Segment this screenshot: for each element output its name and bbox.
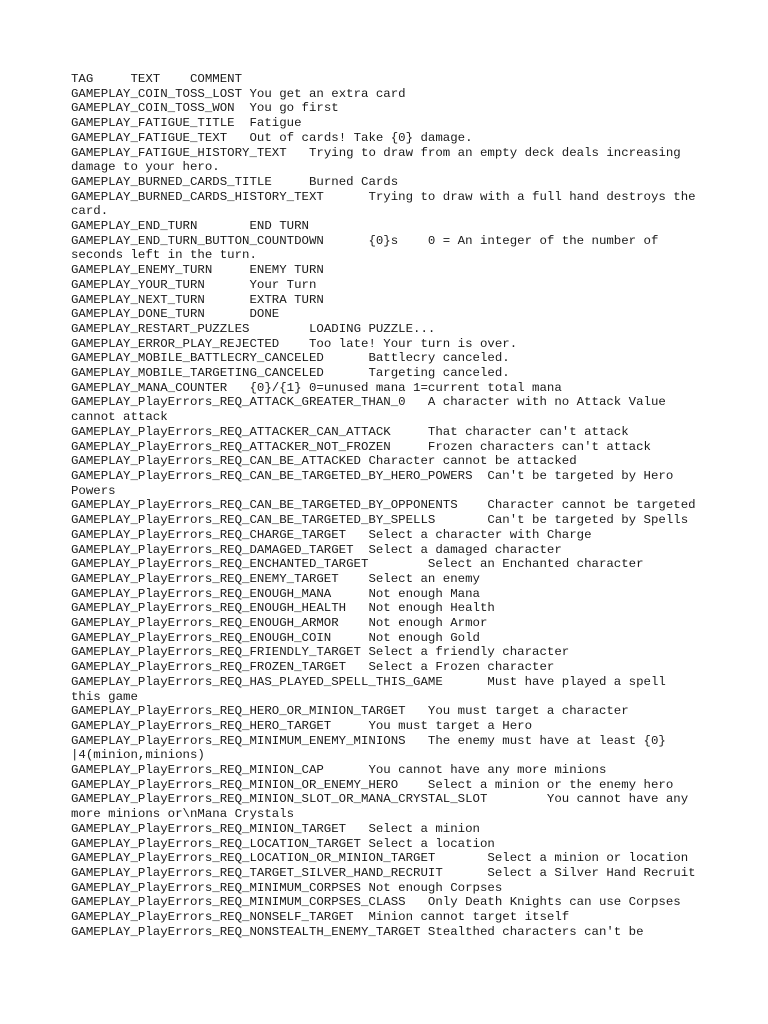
text-entry-row: GAMEPLAY_YOUR_TURN Your Turn [71, 277, 317, 292]
text-entry-row: GAMEPLAY_FATIGUE_HISTORY_TEXT Trying to draw from an empty deck deals increasing damage to your hero. [71, 145, 689, 175]
text-entry-row: GAMEPLAY_PlayErrors_REQ_ENOUGH_COIN Not enough Gold [71, 630, 480, 645]
text-entry-row: GAMEPLAY_PlayErrors_REQ_MINIMUM_CORPSES_CLASS Only Death Knights can use Corpses [71, 895, 681, 910]
text-entry-row: GAMEPLAY_FATIGUE_TITLE Fatigue [71, 116, 302, 131]
text-entry-row: GAMEPLAY_PlayErrors_REQ_ATTACKER_NOT_FROZEN Frozen characters can't attack [71, 439, 651, 454]
text-entry-row: GAMEPLAY_PlayErrors_REQ_NONSELF_TARGET Minion cannot target itself [71, 910, 570, 925]
text-entry-row: GAMEPLAY_MOBILE_BATTLECRY_CANCELED Battlecry canceled. [71, 351, 510, 366]
text-entry-row: GAMEPLAY_ERROR_PLAY_REJECTED Too late! Your turn is over. [71, 336, 518, 351]
text-entry-row: GAMEPLAY_PlayErrors_REQ_LOCATION_TARGET Select a location [71, 836, 495, 851]
text-entry-row: GAMEPLAY_DONE_TURN DONE [71, 307, 280, 322]
text-entry-row: GAMEPLAY_PlayErrors_REQ_MINION_SLOT_OR_MANA_CRYSTAL_SLOT You cannot have any more minions or\nMana Crystals [71, 792, 696, 822]
text-entry-row: GAMEPLAY_BURNED_CARDS_HISTORY_TEXT Trying to draw with a full hand destroys the card. [71, 189, 704, 219]
text-entry-row: GAMEPLAY_END_TURN_BUTTON_COUNTDOWN {0}s 0 = An integer of the number of seconds left in the turn. [71, 233, 666, 263]
text-entry-row: GAMEPLAY_PlayErrors_REQ_DAMAGED_TARGET Select a damaged character [71, 542, 562, 557]
text-entry-row: GAMEPLAY_PlayErrors_REQ_MINION_OR_ENEMY_HERO Select a minion or the enemy hero [71, 777, 674, 792]
text-entry-row: GAMEPLAY_PlayErrors_REQ_TARGET_SILVER_HAND_RECRUIT Select a Silver Hand Recruit [71, 865, 696, 880]
text-entry-row: GAMEPLAY_COIN_TOSS_WON You go first [71, 101, 339, 116]
text-entry-row: GAMEPLAY_PlayErrors_REQ_CHARGE_TARGET Select a character with Charge [71, 527, 592, 542]
text-entry-row: GAMEPLAY_PlayErrors_REQ_ENOUGH_MANA Not enough Mana [71, 586, 480, 601]
text-entry-row: GAMEPLAY_PlayErrors_REQ_ENCHANTED_TARGET Select an Enchanted character [71, 557, 644, 572]
text-entry-row: GAMEPLAY_PlayErrors_REQ_HAS_PLAYED_SPELL_THIS_GAME Must have played a spell this game [71, 674, 674, 704]
localization-text-listing [71, 72, 703, 939]
text-entry-row: GAMEPLAY_ENEMY_TURN ENEMY TURN [71, 263, 324, 278]
text-entry-row: GAMEPLAY_PlayErrors_REQ_HERO_OR_MINION_TARGET You must target a character [71, 704, 629, 719]
text-entry-row: GAMEPLAY_PlayErrors_REQ_ENOUGH_ARMOR Not enough Armor [71, 616, 488, 631]
text-entry-row: GAMEPLAY_PlayErrors_REQ_ATTACKER_CAN_ATTACK That character can't attack [71, 424, 629, 439]
text-entry-row: GAMEPLAY_PlayErrors_REQ_MINIMUM_CORPSES Not enough Corpses [71, 880, 503, 895]
text-entry-row: GAMEPLAY_RESTART_PUZZLES LOADING PUZZLE... [71, 321, 436, 336]
text-entry-row: GAMEPLAY_PlayErrors_REQ_CAN_BE_TARGETED_BY_HERO_POWERS Can't be targeted by Hero Powers [71, 468, 681, 498]
text-entry-row: GAMEPLAY_PlayErrors_REQ_CAN_BE_ATTACKED Character cannot be attacked [71, 454, 577, 469]
text-entry-row: GAMEPLAY_FATIGUE_TEXT Out of cards! Take {0} damage. [71, 130, 473, 145]
text-entry-row: GAMEPLAY_NEXT_TURN EXTRA TURN [71, 292, 324, 307]
text-entry-row: GAMEPLAY_END_TURN END TURN [71, 219, 309, 234]
text-entry-row: GAMEPLAY_PlayErrors_REQ_MINIMUM_ENEMY_MINIONS The enemy must have at least {0} |4(minion,minions) [71, 733, 674, 763]
text-entry-row: GAMEPLAY_MOBILE_TARGETING_CANCELED Targeting canceled. [71, 366, 510, 381]
text-entry-row: GAMEPLAY_PlayErrors_REQ_CAN_BE_TARGETED_BY_SPELLS Can't be targeted by Spells [71, 513, 689, 528]
text-entry-row: GAMEPLAY_PlayErrors_REQ_HERO_TARGET You must target a Hero [71, 718, 533, 733]
header-row: TAG TEXT COMMENT [71, 72, 243, 86]
text-entry-row: GAMEPLAY_PlayErrors_REQ_ENEMY_TARGET Select an enemy [71, 571, 480, 586]
text-entry-row: GAMEPLAY_PlayErrors_REQ_MINION_TARGET Select a minion [71, 821, 480, 836]
text-entry-row: GAMEPLAY_COIN_TOSS_LOST You get an extra card [71, 86, 406, 101]
text-entry-row: GAMEPLAY_MANA_COUNTER {0}/{1} 0=unused mana 1=current total mana [71, 380, 562, 395]
text-entry-row: GAMEPLAY_PlayErrors_REQ_FRIENDLY_TARGET Select a friendly character [71, 645, 570, 660]
text-entry-row: GAMEPLAY_PlayErrors_REQ_LOCATION_OR_MINION_TARGET Select a minion or location [71, 851, 689, 866]
text-entry-row: GAMEPLAY_PlayErrors_REQ_ATTACK_GREATER_THAN_0 A character with no Attack Value cannot attack [71, 395, 674, 425]
text-entry-row: GAMEPLAY_PlayErrors_REQ_MINION_CAP You cannot have any more minions [71, 763, 607, 778]
text-entry-row: GAMEPLAY_PlayErrors_REQ_ENOUGH_HEALTH Not enough Health [71, 601, 495, 616]
text-entry-row: GAMEPLAY_PlayErrors_REQ_NONSTEALTH_ENEMY_TARGET Stealthed characters can't be [71, 924, 644, 939]
text-entry-row: GAMEPLAY_BURNED_CARDS_TITLE Burned Cards [71, 174, 399, 189]
text-entry-row: GAMEPLAY_PlayErrors_REQ_CAN_BE_TARGETED_BY_OPPONENTS Character cannot be targeted [71, 498, 696, 513]
text-entry-row: GAMEPLAY_PlayErrors_REQ_FROZEN_TARGET Select a Frozen character [71, 660, 555, 675]
